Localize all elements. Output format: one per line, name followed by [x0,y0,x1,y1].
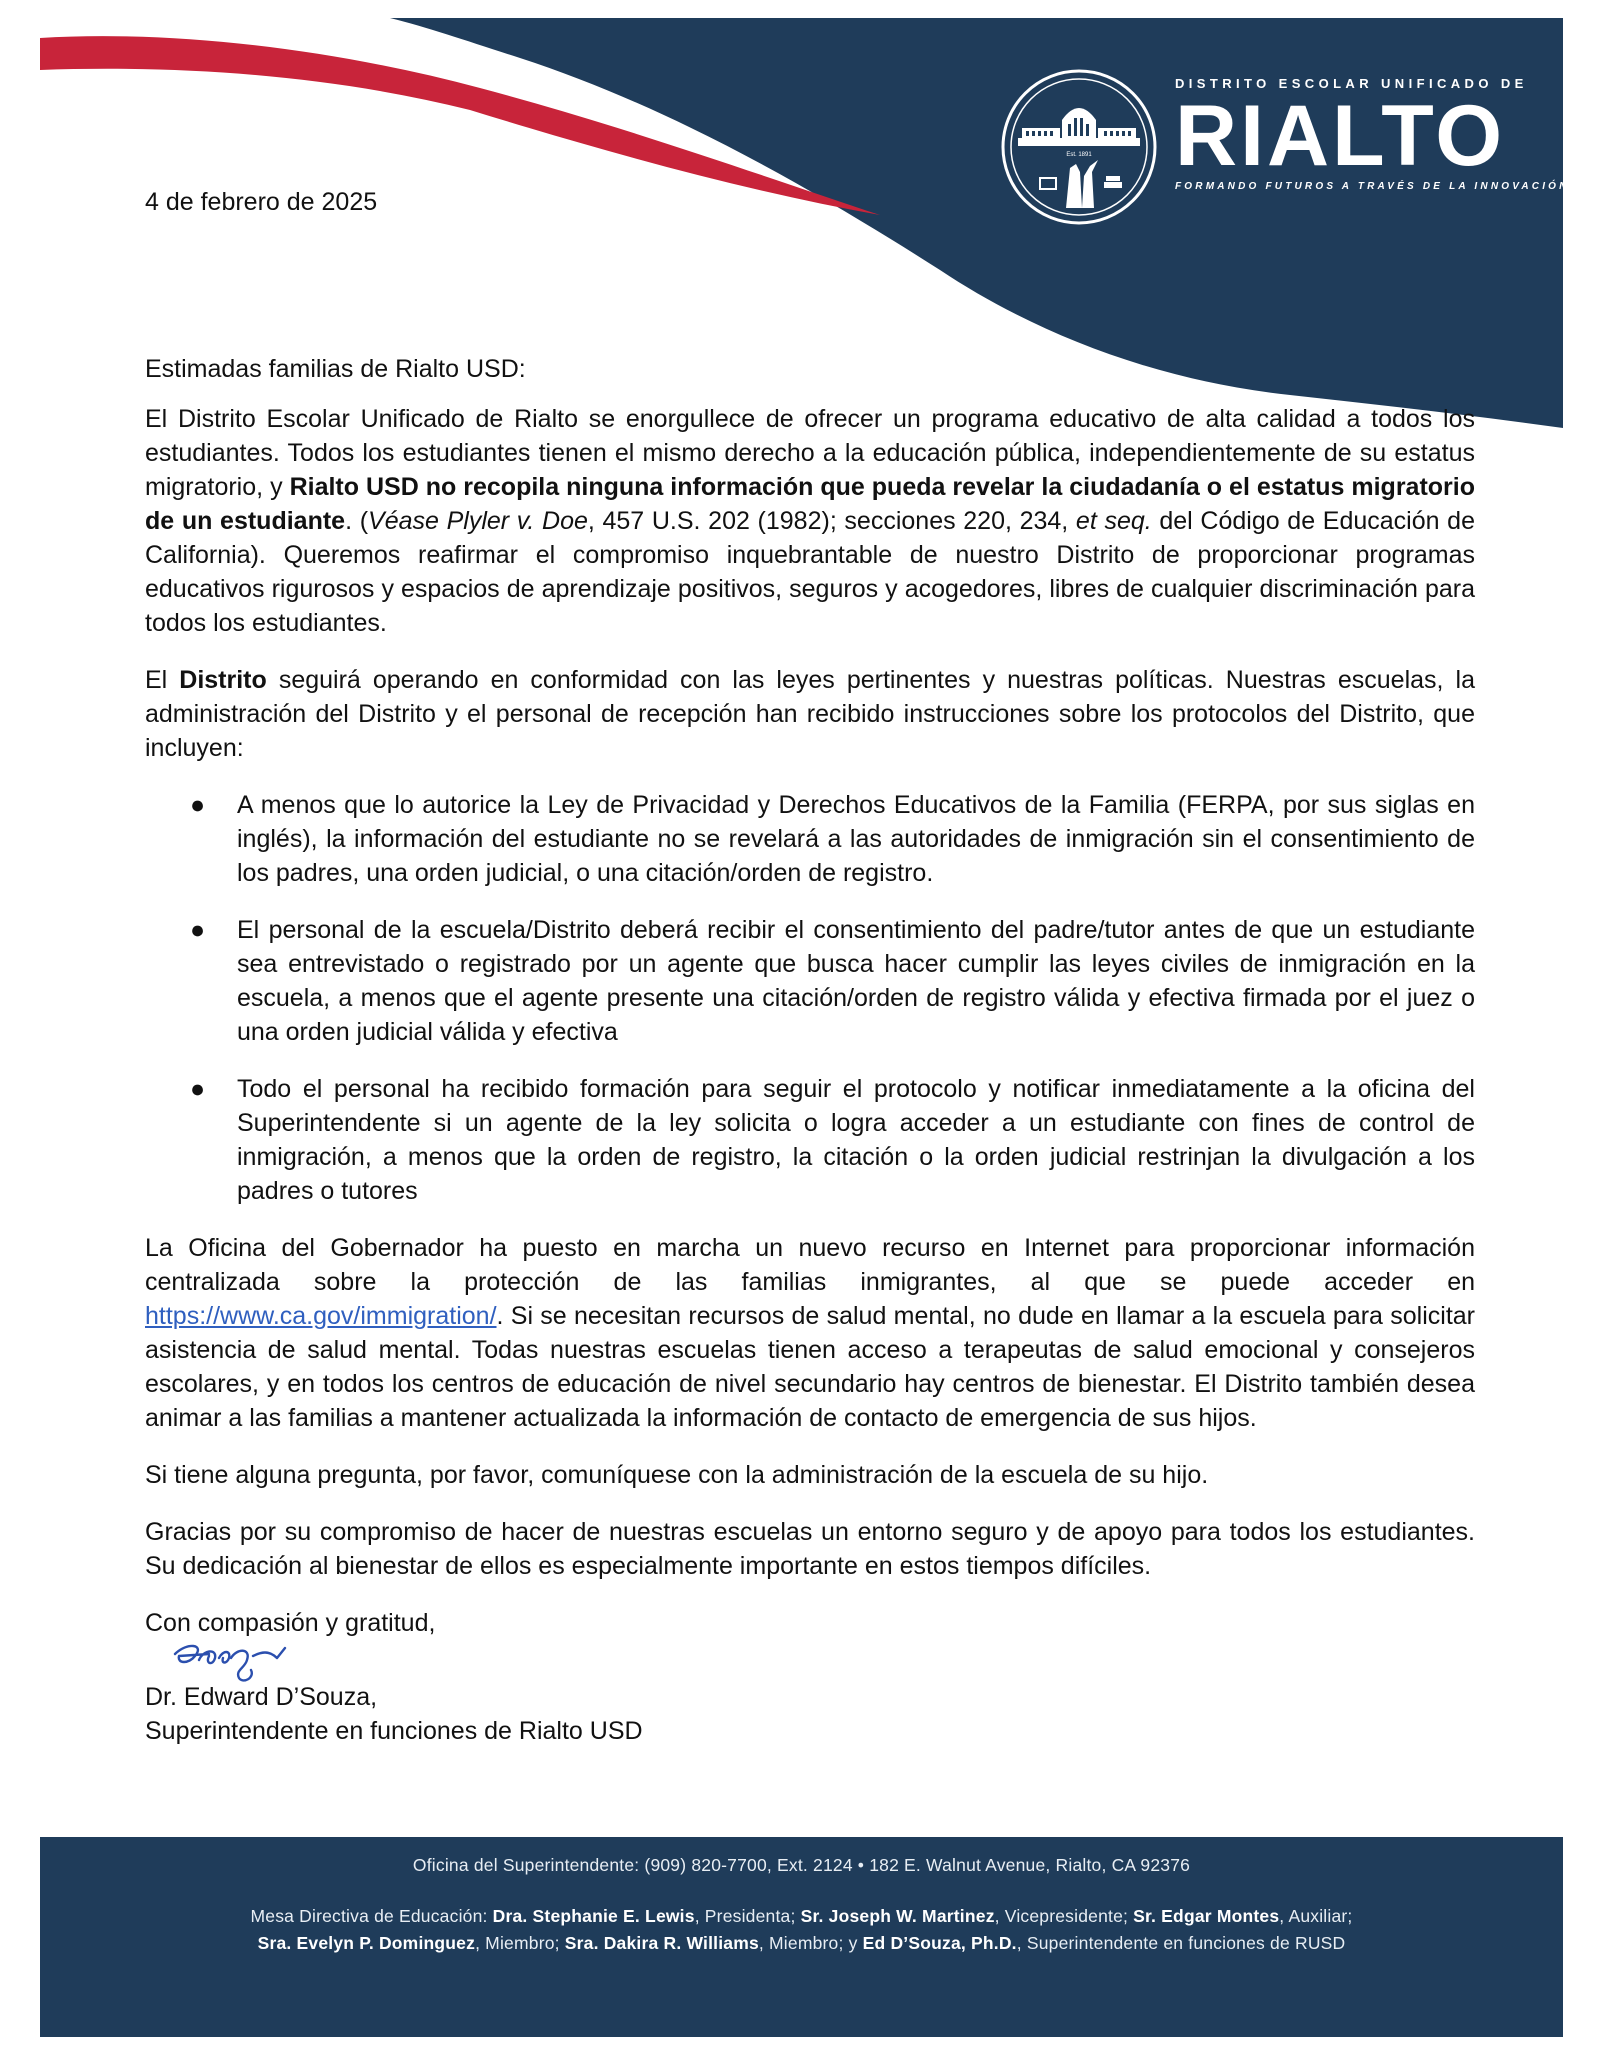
paragraph-3: La Oficina del Gobernador ha puesto en marcha un nuevo recurso en Internet para proporcionar información centralizada sobre la protección de las familias inmigrantes, al que se puede acceder en https://www.ca.gov/immigration/. Si se necesitan recursos de salud mental, no dude en llamar a la escuela para solicitar asistencia de salud mental. Todas nuestras escuelas tienen acceso a terapeutas de salud emocional y consejeros escolares, y en todos los centros de educación de nivel secundario hay centros de bienestar. El Distrito también desea animar a las familias a mantener actualizada la información de contacto de emergencia de sus hijos. [145,1234,1475,1432]
footer-band [40,1837,1563,2037]
signer-title: Superintendente en funciones de Rialto USD [145,1717,643,1745]
list-item: ● El personal de la escuela/Distrito deberá recibir el consentimiento del padre/tutor antes de que un estudiante sea entrevistado o registrado por un agente que busca hacer cumplir las leyes civiles de inmigración en la escuela, a menos que el agente presente una citación/orden de registro válida y efectiva firmada por el juez o una orden judicial válida y efectiva [145,913,1475,1049]
board-member-name: Dra. Stephanie E. Lewis [492,1906,695,1926]
closing-line: Con compasión y gratitud, [145,1609,436,1637]
board-member-name: Sra. Evelyn P. Dominguez [257,1933,476,1953]
district-name: RIALTO [1175,88,1506,184]
svg-text:Est. 1891: Est. 1891 [1066,152,1092,158]
letter-body [145,352,1475,1748]
list-item: ● A menos que lo autorice la Ley de Privacidad y Derechos Educativos de la Familia (FERPA, por sus siglas en inglés), la información del estudiante no se revelará a las autoridades de inmigración sin el consentimiento de los padres, una orden judicial, o una citación/orden de registro. [145,788,1475,890]
office-contact-line: Oficina del Superintendente: (909) 820-7700, Ext. 2124 • 182 E. Walnut Avenue, Rialto, CA 92376 [412,1855,1191,1875]
signer-name: Dr. Edward D’Souza, [145,1683,378,1711]
bullet-icon: ● [190,1075,206,1103]
board-member-name: Ed D’Souza, Ph.D. [862,1933,1017,1953]
letter-date: 4 de febrero de 2025 [145,188,378,216]
greeting: Estimadas familias de Rialto USD: [145,355,526,383]
district-label: DISTRITO ESCOLAR UNIFICADO DE [1175,76,1528,91]
list-item: ● Todo el personal ha recibido formación para seguir el protocolo y notificar inmediatamente a la oficina del Superintendente si un agente de la ley solicita o logra acceder a un estudiante con fines de control de inmigración, a menos que la orden de registro, la citación o la orden judicial restrinjan la divulgación a los padres o tutores [145,1072,1475,1208]
paragraph-2: El Distrito seguirá operando en conformidad con las leyes pertinentes y nuestras políticas. Nuestras escuelas, la administración del Distrito y el personal de recepción han recibido instrucciones sobre los protocolos del Distrito, que incluyen: [145,666,1475,762]
paragraph-1: El Distrito Escolar Unificado de Rialto se enorgullece de ofrecer un programa educativo de alta calidad a todos los estudiantes. Todos los estudiantes tienen el mismo derecho a la educación pública, independientemente de su estatus migratorio, y Rialto USD no recopila ninguna información que pueda revelar la ciudadanía o el estatus migratorio de un estudiante. (Véase Plyler v. Doe, 457 U.S. 202 (1982); secciones 220, 234, et seq. del Código de Educación de California). Queremos reafirmar el compromiso inquebrantable de nuestro Distrito de proporcionar programas educativos rigurosos y espacios de aprendizaje positivos, seguros y acogedores, libres de cualquier discriminación para todos los estudiantes. [145,405,1476,637]
paragraph-5: Gracias por su compromiso de hacer de nuestras escuelas un entorno seguro y de apoyo para todos los estudiantes. Su dedicación al bienestar de ellos es especialmente importante en estos tiempos difíciles. [145,1518,1475,1580]
bullet-icon: ● [190,916,206,944]
board-members: Mesa Directiva de Educación: Dra. Stephanie E. Lewis, Presidenta; Sr. Joseph W. Martinez, Vicepresidente; Sr. Edgar Montes, Auxiliar; Sra. Evelyn P. Dominguez, Miembro; Sra. Dakira R. Williams, Miembro; y Ed D’Souza, Ph.D., Superintendente en funciones de RUSD [250,1906,1353,1953]
board-member-name: Sra. Dakira R. Williams [564,1933,759,1953]
bullet-icon: ● [190,791,206,819]
signature-area [145,1640,1475,1680]
protocol-list [145,788,1475,1208]
paragraph-4: Si tiene alguna pregunta, por favor, comuníquese con la administración de la escuela de su hijo. [145,1461,1209,1489]
immigration-resource-link[interactable]: https://www.ca.gov/immigration/ [145,1302,497,1330]
handwritten-signature [165,1634,325,1686]
board-member-name: Sr. Joseph W. Martinez [800,1906,995,1926]
district-brand [1175,76,1570,192]
board-member-name: Sr. Edgar Montes [1133,1906,1280,1926]
district-tagline: FORMANDO FUTUROS A TRAVÉS DE LA INNOVACIÓN [1175,181,1570,192]
district-seal-icon [1000,68,1158,226]
